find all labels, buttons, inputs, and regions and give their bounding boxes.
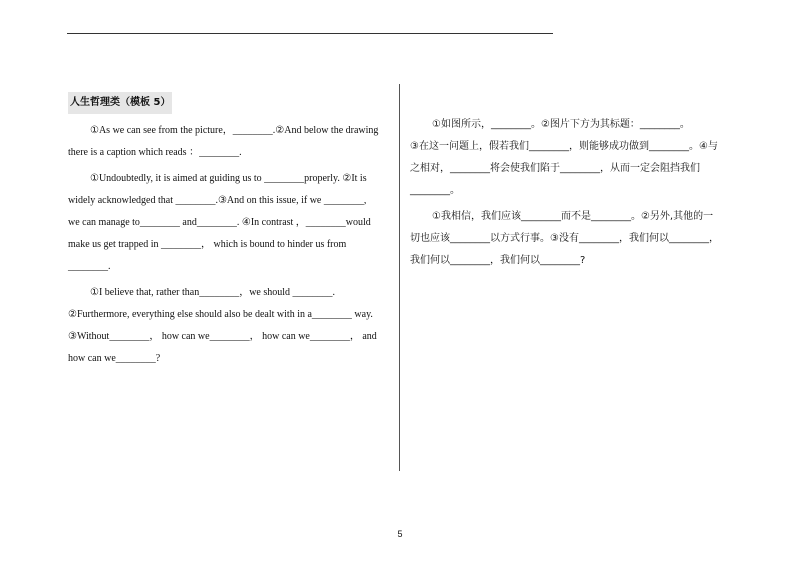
left-paragraph-3 (68, 282, 390, 370)
text-line: how can we________? (68, 353, 161, 364)
text-line: 之相对，________将会使我们陷于________，从而一定会阻挡我们 (410, 163, 700, 174)
page-number: 5 (397, 529, 403, 539)
text-line: make us get trapped in ________， which is bound to hinder us from (68, 239, 347, 250)
right-column (410, 92, 732, 276)
text-line: 我们何以________，我们何以________? (410, 255, 586, 266)
left-paragraph-2 (68, 168, 390, 278)
text-line: we can manage to________ and________. ④In contrast ，________would (68, 217, 371, 228)
text-line: ①Undoubtedly, it is aimed at guiding us to ________properly. ②It is (90, 173, 367, 184)
left-column (68, 92, 390, 374)
text-line: ①As we can see from the picture，________.②And below the drawing (90, 125, 379, 136)
header-rule (67, 33, 553, 34)
text-line: ________. (68, 261, 111, 272)
column-divider (399, 84, 400, 471)
right-paragraph-2 (410, 206, 732, 272)
text-line: 切也应该________以方式行事。③没有________，我们何以________， (410, 233, 719, 244)
text-line: widely acknowledged that ________.③And on this issue, if we ________, (68, 195, 367, 206)
section-title: 人生哲理类（模板 5） (68, 92, 172, 114)
right-paragraph-1 (410, 114, 732, 202)
text-line: ③在这一问题上，假若我们________，则能够成功做到________。④与 (410, 141, 718, 152)
left-paragraph-1 (68, 120, 390, 164)
text-line: ①如图所示，________。②图片下方为其标题：________。 (432, 119, 690, 130)
text-line: ③Without________， how can we________， how can we________， and (68, 331, 377, 342)
text-line: ②Furthermore, everything else should also be dealt with in a________ way. (68, 309, 373, 320)
text-line: ①我相信，我们应该________而不是________。②另外,其他的一 (432, 211, 714, 222)
text-line: ________。 (410, 185, 460, 196)
text-line: ①I believe that, rather than________，we should ________. (90, 287, 336, 298)
text-line: there is a caption which reads ：________. (68, 147, 242, 158)
